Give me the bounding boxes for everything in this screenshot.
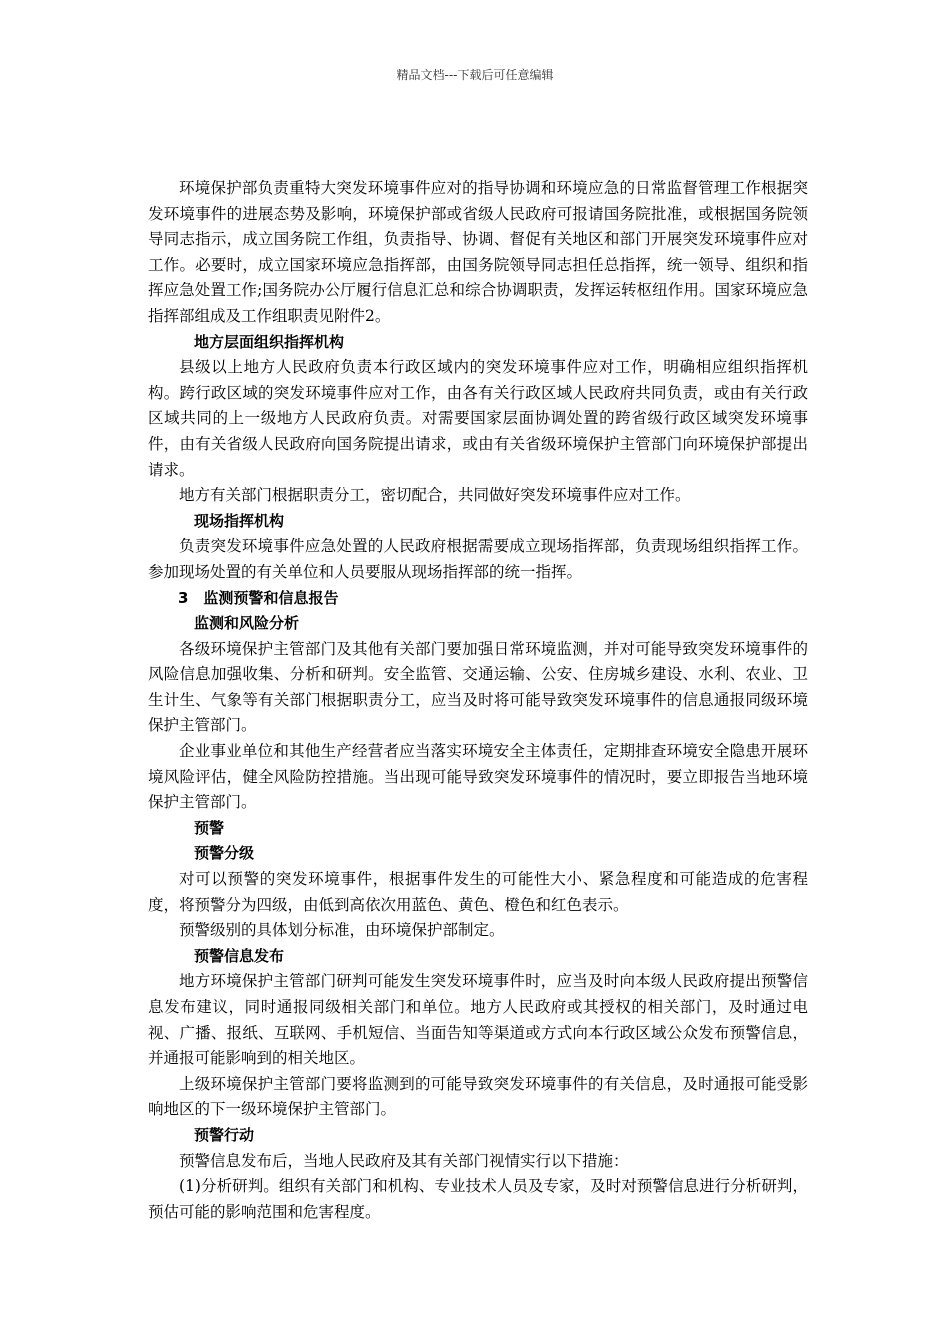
paragraph: 各级环境保护主管部门及其他有关部门要加强日常环境监测，并对可能导致突发环境事件的风险信息加强收集、分析和研判。安全监管、交通运输、公安、住房城乡建设、水利、农业、卫生计生、气象等有关部门根据职责分工，应当及时将可能导致突发环境事件的信息通报同级环境保护主管部门。 bbox=[148, 639, 808, 735]
paragraph: (1)分析研判。组织有关部门和机构、专业技术人员及专家，及时对预警信息进行分析研判，预估可能的影响范围和危害程度。 bbox=[148, 1177, 808, 1221]
page-header: 精品文档---下载后可任意编辑 bbox=[396, 68, 554, 82]
section-heading: 预警分级 bbox=[194, 844, 255, 863]
paragraph: 地方环境保护主管部门研判可能发生突发环境事件时，应当及时向本级人民政府提出预警信息发布建议，同时通报同级相关部门和单位。地方人民政府或其授权的相关部门，及时通过电视、广播、报纸、互联网、手机短信、当面告知等渠道或方式向本行政区域公众发布预警信息，并通报可能影响到的相关地区。 bbox=[148, 972, 808, 1068]
section-heading: 预警行动 bbox=[194, 1125, 255, 1144]
section-heading: 监测和风险分析 bbox=[194, 614, 300, 633]
paragraph: 地方有关部门根据职责分工，密切配合，共同做好突发环境事件应对工作。 bbox=[179, 486, 691, 505]
paragraph: 企业事业单位和其他生产经营者应当落实环境安全主体责任，定期排查环境安全隐患开展环境风险评估，健全风险防控措施。当出现可能导致突发环境事件的情况时，要立即报告当地环境保护主管部门。 bbox=[148, 742, 808, 812]
paragraph: 预警信息发布后，当地人民政府及其有关部门视情实行以下措施： bbox=[179, 1151, 629, 1170]
chapter-heading: 3 监测预警和信息报告 bbox=[178, 588, 339, 607]
paragraph: 对可以预警的突发环境事件，根据事件发生的可能性大小、紧急程度和可能造成的危害程度，将预警分为四级，由低到高依次用蓝色、黄色、橙色和红色表示。 bbox=[148, 870, 808, 914]
paragraph: 负责突发环境事件应急处置的人民政府根据需要成立现场指挥部，负责现场组织指挥工作。参加现场处置的有关单位和人员要服从现场指挥部的统一指挥。 bbox=[148, 537, 808, 581]
paragraph: 县级以上地方人民政府负责本行政区域内的突发环境事件应对工作，明确相应组织指挥机构。跨行政区域的突发环境事件应对工作，由各有关行政区域人民政府共同负责，或由有关行政区域共同的上一级地方人民政府负责。对需要国家层面协调处置的跨省级行政区域突发环境事件，由有关省级人民政府向国务院提出请求，或由有关省级环境保护主管部门向环境保护部提出请求。 bbox=[148, 358, 808, 479]
paragraph: 环境保护部负责重特大突发环境事件应对的指导协调和环境应急的日常监督管理工作根据突发环境事件的进展态势及影响，环境保护部或省级人民政府可报请国务院批准，或根据国务院领导同志指示，成立国务院工作组，负责指导、协调、督促有关地区和部门开展突发环境事件应对工作。必要时，成立国家环境应急指挥部，由国务院领导同志担任总指挥，统一领导、组织和指挥应急处置工作;国务院办公厅履行信息汇总和综合协调职责，发挥运转枢纽作用。国家环境应急指挥部组成及工作组职责见附件2。 bbox=[148, 179, 808, 325]
paragraph: 预警级别的具体划分标准，由环境保护部制定。 bbox=[179, 921, 505, 940]
document-body bbox=[148, 176, 808, 1225]
section-heading: 预警 bbox=[194, 818, 225, 837]
section-heading: 地方层面组织指挥机构 bbox=[194, 332, 345, 351]
section-heading: 现场指挥机构 bbox=[194, 511, 285, 530]
paragraph: 上级环境保护主管部门要将监测到的可能导致突发环境事件的有关信息，及时通报可能受影响地区的下一级环境保护主管部门。 bbox=[148, 1074, 808, 1119]
section-heading: 预警信息发布 bbox=[194, 946, 285, 965]
